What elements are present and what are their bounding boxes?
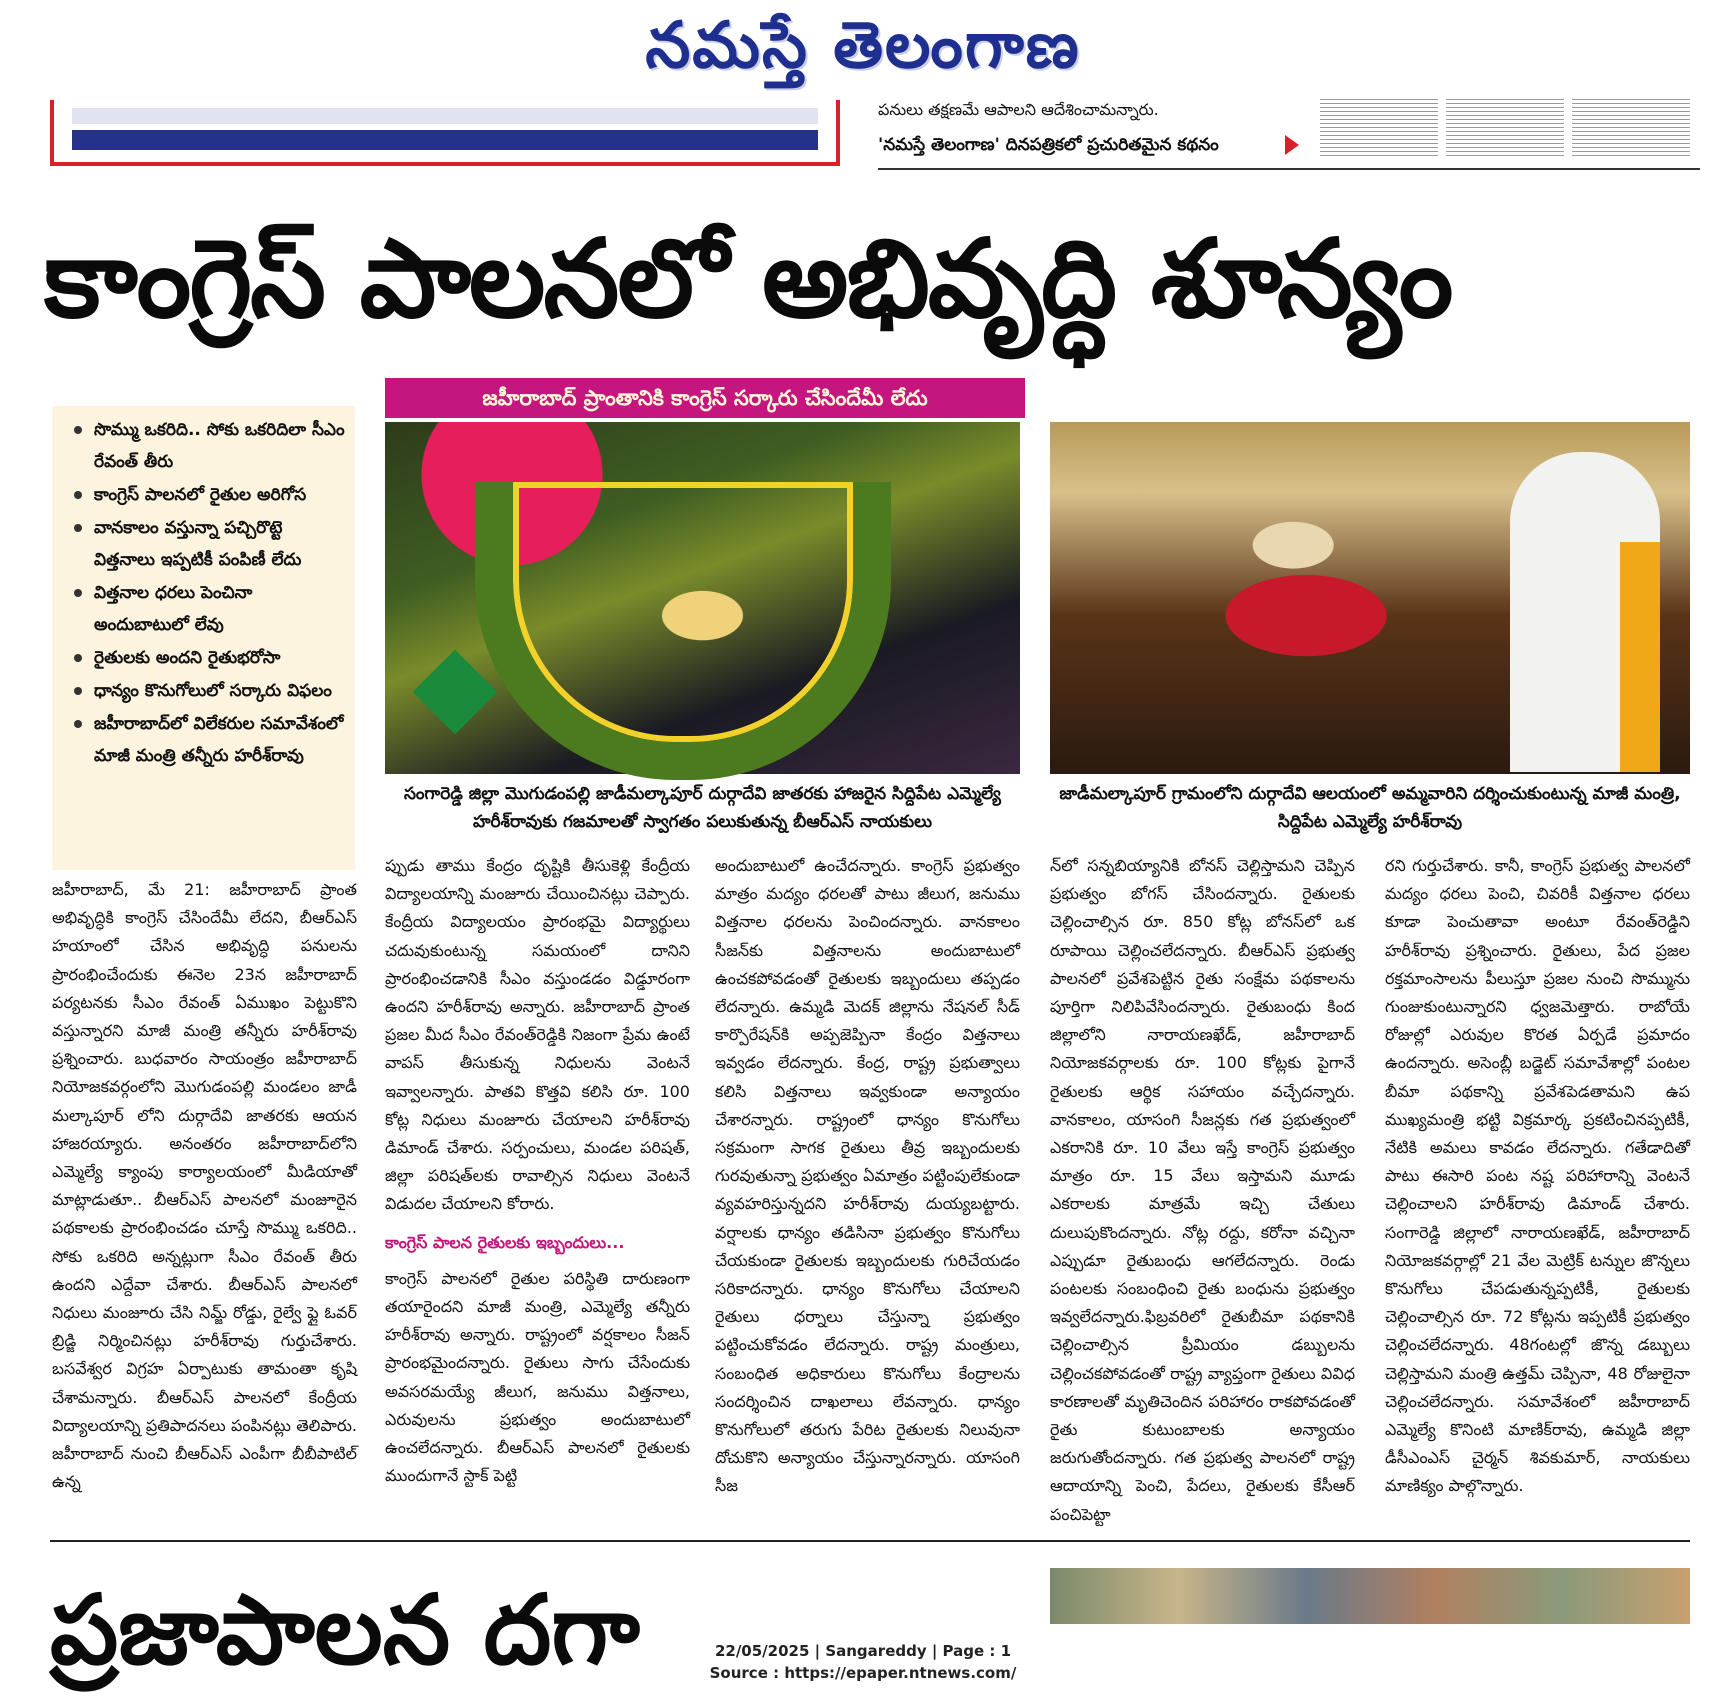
- article-column-1: [52, 876, 357, 1496]
- previous-story-line: పనులు తక్షణమే ఆపాలని ఆదేశించామన్నారు.: [878, 100, 1159, 119]
- page-footer: [0, 1640, 1726, 1684]
- shawl-shape: [1620, 542, 1660, 772]
- top-banner-box: [50, 100, 840, 166]
- highlight-item: విత్తనాల ధరలు పెంచినా అందుబాటులో లేవు: [62, 577, 347, 641]
- next-story-photo: [1050, 1568, 1690, 1624]
- arrow-right-icon: [1285, 135, 1299, 155]
- clipping-col: [1446, 96, 1564, 156]
- clipping-col: [1320, 96, 1438, 156]
- highlight-item: జహీరాబాద్‌లో విలేకరుల సమావేశంలో మాజీ మంత్రి తన్నీరు హరీశ్‌రావు: [62, 708, 347, 772]
- next-story-headline: ప్రజాపాలన దగా: [50, 1574, 640, 1686]
- highlight-item: సొమ్ము ఒకరిది.. సోకు ఒకరిదిలా సీఎం రేవంత్ తీరు: [62, 414, 347, 478]
- highlight-item: ధాన్యం కొనుగోలులో సర్కారు విఫలం: [62, 675, 347, 707]
- main-headline: కాంగ్రెస్ పాలనలో అభివృద్ధి శూన్యం: [44, 217, 1452, 342]
- highlights-list: [62, 414, 347, 772]
- garland-shape: [475, 482, 891, 780]
- divider: [50, 1540, 1690, 1542]
- article-paragraph: జహీరాబాద్, మే 21: జహీరాబాద్ ప్రాంత అభివృద్ధికి కాంగ్రెస్ చేసిందేమీ లేదని, బీఆర్ఎస్ హయాంలో చేసిన అభివృద్ధి పనులను ప్రారంభించేందుకు ఈనెల 23న జహీరాబాద్ పర్యటనకు సీఎం రేవంత్ ఏముఖం పెట్టుకొని వస్తున్నారని మాజీ మంత్రి తన్నీరు హరీశ్‌రావు ప్రశ్నించారు. బుధవారం సాయంత్రం జహీరాబాద్ నియోజకవర్గంలోని మొగుడంపల్లి మండలం జాడీ మల్కాపూర్ లోని దుర్గాదేవి జాతరకు ఆయన హాజరయ్యారు. అనంతరం జహీరాబాద్‌లోని ఎమ్మెల్యే క్యాంపు కార్యాలయంలో మీడియాతో మాట్లాడుతూ.. బీఆర్ఎస్ పాలనలో మంజూరైన పథకాలకు ప్రారంభించడం చూస్తే సొమ్ము ఒకరిది.. సోకు ఒకరిది అన్నట్లుగా సీఎం రేవంత్ తీరు ఉందని ఎద్దేవా చేశారు. బీఆర్ఎస్ పాలనలో నిధులు మంజూరు చేసి నిమ్జ్ రోడ్డు, రైల్వే ఫ్లై ఓవర్ బ్రిడ్జి నిర్మించినట్లు హరీశ్‌రావు గుర్తుచేశారు. బసవేశ్వర విగ్రహ ఏర్పాటుకు తామంతా కృషి చేశామన్నారు. బీఆర్ఎస్ పాలనలో కేంద్రీయ విద్యాలయాన్ని ప్రతిపాదనలు పంపినట్లు తెలిపారు. జహీరాబాద్ నుంచి బీఆర్ఎస్ ఎంపీగా బీబీపాటిల్ ఉన్న: [52, 880, 357, 1492]
- highlights-box: [52, 406, 355, 870]
- photo-caption: సంగారెడ్డి జిల్లా మొగుడంపల్లి జాడీమల్కాపూర్ దుర్గాదేవి జాతరకు హాజరైన సిద్దిపేట ఎమ్మెల్యే హరీశ్‌రావుకు గజమాలతో స్వాగతం పలుకుతున్న బీఆర్ఎస్ నాయకులు: [404, 784, 1001, 832]
- article-paragraph: ప్పుడు తాము కేంద్రం దృష్టికి తీసుకెళ్లి కేంద్రీయ విద్యాలయాన్ని మంజూరు చేయించినట్లు చెప్పారు. కేంద్రీయ విద్యాలయం ప్రారంభమై విద్యార్థులు చదువుకుంటున్న సమయంలో దానిని ప్రారంభించడానికి సీఎం వస్తుండడం విడ్డూరంగా ఉందని హరీశ్‌రావు అన్నారు. జహీరాబాద్ ప్రాంత ప్రజల మీద సీఎం రేవంత్‌రెడ్డికి నిజంగా ప్రేమ ఉంటే వాపస్ తీసుకున్న నిధులను వెంటనే ఇవ్వాలన్నారు. పాతవి కొత్తవి కలిసి రూ. 100 కోట్ల నిధులు మంజూరు చేయాలని హరీశ్‌రావు డిమాండ్ చేశారు. సర్పంచులు, మండల పరిషత్, జిల్లా పరిషత్‌లకు రావాల్సిన నిధులు వెంటనే విడుదల చేయాలని కోరారు.: [385, 856, 690, 1214]
- footer-source: Source : https://epaper.ntnews.com/: [709, 1664, 1017, 1682]
- photo-temple-visit: [1050, 422, 1690, 774]
- article-column-3: [715, 852, 1020, 1501]
- decoration-shape: [413, 650, 498, 735]
- banner-stripe-light: [72, 108, 818, 124]
- masthead: [0, 0, 1726, 95]
- subheadline-banner: జహీరాబాద్ ప్రాంతానికి కాంగ్రెస్ సర్కారు చేసిందేమీ లేదు: [385, 378, 1025, 418]
- clipping-thumbnail: [1320, 96, 1700, 164]
- article-paragraph: అందుబాటులో ఉంచేదన్నారు. కాంగ్రెస్ ప్రభుత్వం మాత్రం మద్యం ధరలతో పాటు జీలుగ, జనుము విత్తనాల ధరలను పెంచిందన్నారు. వానకాలం సీజన్‌కు విత్తనాలను అందుబాటులో ఉంచకపోవడంతో రైతులకు ఇబ్బందులు తప్పడం లేదన్నారు. ఉమ్మడి మెదక్ జిల్లాను నేషనల్ సీడ్ కార్పొరేషన్‌కి అప్పజెప్పినా కేంద్రం విత్తనాలు ఇవ్వడం లేదన్నారు. కేంద్ర, రాష్ట్ర ప్రభుత్వాలు కలిసి విత్తనాలు ఇవ్వకుండా అన్యాయం చేశారన్నారు. రాష్ట్రంలో ధాన్యం కొనుగోలు సక్రమంగా సాగక రైతులు తీవ్ర ఇబ్బందులకు గురవుతున్నా ప్రభుత్వం ఏమాత్రం పట్టింపులేకుండా వ్యవహరిస్తున్నదని హరీశ్‌రావు దుయ్యబట్టారు. వర్షాలకు ధాన్యం తడిసినా ప్రభుత్వం కొనుగోలు చేయకుండా రైతులకు ఇబ్బందులకు గురిచేయడం సరికాదన్నారు. ధాన్యం కొనుగోలు చేయాలని రైతులు ధర్నాలు చేస్తున్నా ప్రభుత్వం పట్టించుకోవడం లేదన్నారు. రాష్ట్ర మంత్రులు, సంబంధిత అధికారులు కొనుగోలు కేంద్రాలను సందర్శించిన దాఖలాలు లేవన్నారు. ధాన్యం కొనుగోలులో తరుగు పేరిట రైతులకు నిలువునా దోచుకొని అన్యాయం చేస్తున్నారన్నారు. యాసంగి సీజ: [715, 856, 1020, 1496]
- divider: [878, 168, 1700, 170]
- article-column-2: [385, 852, 690, 1490]
- clipping-col: [1572, 96, 1690, 156]
- article-subheading: కాంగ్రెస్ పాలన రైతులకు ఇబ్బందులు...: [385, 1232, 625, 1252]
- photo-caption: జాడీమల్కాపూర్ గ్రామంలోని దుర్గాదేవి ఆలయంలో అమ్మవారిని దర్శించుకుంటున్న మాజీ మంత్రి, సిద్దిపేట ఎమ్మెల్యే హరీశ్‌రావు: [1059, 784, 1681, 832]
- highlight-item: కాంగ్రెస్ పాలనలో రైతుల అరిగోస: [62, 479, 347, 511]
- footer-edition: 22/05/2025 | Sangareddy | Page : 1: [714, 1642, 1012, 1660]
- article-paragraph: న్‌లో సన్నబియ్యానికి బోనస్ చెల్లిస్తామని చెప్పిన ప్రభుత్వం బోగస్ చేసిందన్నారు. రైతులకు చెల్లించాల్సిన రూ. 850 కోట్ల బోనస్‌లో ఒక రూపాయి చెల్లించలేదన్నారు. బీఆర్ఎస్ ప్రభుత్వ పాలనలో ప్రవేశపెట్టిన రైతు సంక్షేమ పథకాలను పూర్తిగా నిలిపివేసిందన్నారు. రైతుబంధు కింద జిల్లాలోని నారాయణఖేడ్, జహీరాబాద్ నియోజకవర్గాలకు రూ. 100 కోట్లకు పైగానే రైతులకు ఆర్థిక సహాయం వచ్చేదన్నారు. వానకాలం, యాసంగి సీజన్లకు గత ప్రభుత్వంలో ఎకరానికి రూ. 10 వేలు ఇస్తే కాంగ్రెస్ ప్రభుత్వం మాత్రం రూ. 15 వేలు ఇస్తామని మూడు ఎకరాలకు మాత్రమే ఇచ్చి చేతులు దులుపుకొందన్నారు. నోట్ల రద్దు, కరోనా వచ్చినా ఎప్పుడూ రైతుబంధు ఆగలేదన్నారు. రెండు పంటలకు సంబంధించి రైతు బంధును ప్రభుత్వం ఇవ్వలేదన్నారు.ఫిబ్రవరిలో రైతుబీమా పథకానికి చెల్లించాల్సిన ప్రీమియం డబ్బులను చెల్లించకపోవడంతో రాష్ట్ర వ్యాప్తంగా రైతులు వివిధ కారణాలతో మృతిచెందిన పరిహారం రాకపోవడంతో రైతు కుటుంబాలకు అన్యాయం జరుగుతోందన్నారు. గత ప్రభుత్వ పాలనలో రాష్ట్ర ఆదాయాన్ని పెంచి, పేదలు, రైతులకు కేసీఆర్ పంచిపెట్టా: [1050, 856, 1355, 1524]
- banner-stripe-blue: [72, 130, 818, 150]
- photo-garland-welcome: [385, 422, 1020, 774]
- article-paragraph: కాంగ్రెస్ పాలనలో రైతుల పరిస్థితి దారుణంగా తయారైందని మాజీ మంత్రి, ఎమ్మెల్యే తన్నీరు హరీశ్‌రావు అన్నారు. రాష్ట్రంలో వర్షకాలం సీజన్ ప్రారంభమైందన్నారు. రైతులు సాగు చేసేందుకు అవసరమయ్యే జీలుగ, జనుము విత్తనాలు, ఎరువులను ప్రభుత్వం అందుబాటులో ఉంచలేదన్నారు. బీఆర్ఎస్ పాలనలో రైతులకు ముందుగానే స్టాక్ పెట్టి: [385, 1268, 690, 1486]
- article-column-4: [1050, 852, 1355, 1529]
- article-column-5: [1385, 852, 1690, 1501]
- masthead-logo: నమస్తే తెలంగాణ: [645, 8, 1081, 83]
- article-paragraph: రని గుర్తుచేశారు. కానీ, కాంగ్రెస్ ప్రభుత్వ పాలనలో మద్యం ధరలు పెంచి, చివరికీ విత్తనాల ధరలు కూడా పెంచుతావా అంటూ రేవంత్‌రెడ్డిని హరీశ్‌రావు ప్రశ్నించారు. రైతులు, పేద ప్రజల రక్తమాంసాలను పీలుస్తూ ప్రజల నుంచి సొమ్మును గుంజుకుంటున్నారని ధ్వజమెత్తారు. రాబోయే రోజుల్లో ఎరువుల కొరత ఏర్పడే ప్రమాదం ఉందన్నారు. అసెంబ్లీ బడ్జెట్ సమావేశాల్లో పంటల బీమా పథకాన్ని ప్రవేశపెడతామని ఉప ముఖ్యమంత్రి భట్టి విక్రమార్క ప్రకటించినప్పటికీ, నేటికి అమలు కావడం లేదన్నారు. గతేడాదితో పాటు ఈసారి పంట నష్ట పరిహారాన్ని వెంటనే చెల్లించాలని హరీశ్‌రావు డిమాండ్ చేశారు. సంగారెడ్డి జిల్లాలో నారాయణఖేడ్, జహీరాబాద్ నియోజకవర్గాల్లో 21 వేల మెట్రిక్ టన్నుల జొన్నలు కొనుగోలు చేపడుతున్నప్పటికీ, రైతులకు చెల్లించాల్సిన రూ. 72 కోట్లను ఇప్పటికీ ప్రభుత్వం చెల్లించలేదన్నారు. 48గంటల్లో జొన్న డబ్బులు చెల్లిస్తామని మంత్రి ఉత్తమ్ చెప్పినా, 48 రోజులైనా చెల్లించలేదన్నారు. సమావేశంలో జహీరాబాద్ ఎమ్మెల్యే కొనింటి మాణిక్‌రావు, ఉమ్మడి జిల్లా డీసీఎంఎస్ చైర్మన్ శివకుమార్, నాయకులు మాణిక్యం పాల్గొన్నారు.: [1385, 856, 1690, 1496]
- clipping-caption: 'నమస్తే తెలంగాణ' దినపత్రికలో ప్రచురితమైన కథనం: [878, 135, 1219, 155]
- highlight-item: వానకాలం వస్తున్నా పచ్చిరొట్టె విత్తనాలు ఇప్పటికీ పంపిణీ లేదు: [62, 512, 347, 576]
- highlight-item: రైతులకు అందని రైతుభరోసా: [62, 642, 347, 674]
